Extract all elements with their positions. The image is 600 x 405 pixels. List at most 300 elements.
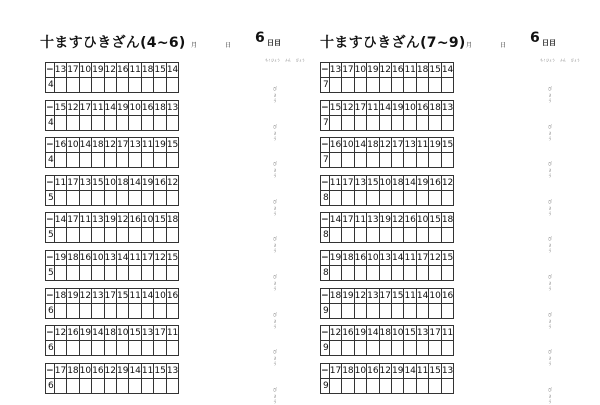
- answer-box[interactable]: [67, 265, 79, 280]
- seconds-label: びょう: [548, 236, 552, 254]
- answer-box[interactable]: [392, 190, 404, 205]
- subtrahend-cell: 5: [46, 190, 55, 205]
- answer-box[interactable]: [329, 190, 341, 205]
- answer-box[interactable]: [92, 115, 104, 130]
- minuend-cell: 18: [367, 138, 379, 153]
- minuend-cell: 12: [342, 100, 354, 115]
- answer-box[interactable]: [104, 341, 116, 356]
- answer-box[interactable]: [429, 115, 441, 130]
- answer-box[interactable]: [429, 341, 441, 356]
- answer-box[interactable]: [367, 378, 379, 393]
- answer-box[interactable]: [67, 378, 79, 393]
- minuend-cell: 15: [166, 138, 178, 153]
- answer-box[interactable]: [354, 341, 366, 356]
- answer-box[interactable]: [404, 265, 416, 280]
- answer-box[interactable]: [367, 228, 379, 243]
- problem-grid: [45, 100, 179, 131]
- minuend-cell: 10: [379, 175, 391, 190]
- answer-box[interactable]: [67, 78, 79, 93]
- answer-box[interactable]: [129, 303, 141, 318]
- answer-box[interactable]: [441, 228, 453, 243]
- minuend-cell: 15: [154, 213, 166, 228]
- minuend-cell: 17: [379, 288, 391, 303]
- answer-box[interactable]: [379, 153, 391, 168]
- minuend-cell: 19: [154, 138, 166, 153]
- minuend-cell: 15: [429, 63, 441, 78]
- problem-grid: [45, 325, 179, 356]
- answer-box[interactable]: [367, 265, 379, 280]
- minuend-cell: 13: [104, 250, 116, 265]
- minuend-cell: 13: [166, 363, 178, 378]
- minuend-cell: 16: [54, 138, 66, 153]
- answer-box[interactable]: [129, 190, 141, 205]
- answer-box[interactable]: [329, 378, 341, 393]
- answer-box[interactable]: [79, 78, 91, 93]
- minuend-cell: 10: [79, 63, 91, 78]
- minuend-cell: 10: [92, 250, 104, 265]
- answer-box[interactable]: [354, 303, 366, 318]
- answer-box[interactable]: [342, 115, 354, 130]
- answer-box[interactable]: [166, 228, 178, 243]
- minuend-cell: 17: [79, 100, 91, 115]
- answer-box[interactable]: [154, 153, 166, 168]
- answer-box[interactable]: [416, 378, 428, 393]
- minuend-cell: 18: [342, 250, 354, 265]
- answer-box[interactable]: [329, 265, 341, 280]
- answer-box[interactable]: [79, 341, 91, 356]
- answer-box[interactable]: [54, 303, 66, 318]
- minuend-cell: 15: [404, 326, 416, 341]
- answer-box[interactable]: [92, 153, 104, 168]
- answer-box[interactable]: [392, 153, 404, 168]
- answer-box[interactable]: [154, 341, 166, 356]
- day-label: 日: [225, 42, 232, 49]
- answer-box[interactable]: [54, 341, 66, 356]
- answer-box[interactable]: [166, 341, 178, 356]
- answer-box[interactable]: [429, 190, 441, 205]
- answer-box[interactable]: [166, 115, 178, 130]
- answer-box[interactable]: [79, 190, 91, 205]
- answer-box[interactable]: [67, 341, 79, 356]
- minuend-cell: 16: [129, 213, 141, 228]
- answer-box[interactable]: [392, 265, 404, 280]
- answer-box[interactable]: [329, 341, 341, 356]
- answer-box[interactable]: [379, 228, 391, 243]
- seconds-label: びょう: [273, 161, 277, 179]
- answer-box[interactable]: [141, 78, 153, 93]
- answer-box[interactable]: [379, 190, 391, 205]
- answer-box[interactable]: [441, 190, 453, 205]
- answer-box[interactable]: [92, 265, 104, 280]
- minuend-cell: 13: [54, 63, 66, 78]
- minuend-cell: 13: [79, 175, 91, 190]
- problem-grid: [320, 175, 454, 206]
- answer-box[interactable]: [79, 115, 91, 130]
- answer-box[interactable]: [429, 78, 441, 93]
- minuend-cell: 11: [329, 175, 341, 190]
- minuend-cell: 17: [342, 175, 354, 190]
- answer-box[interactable]: [441, 153, 453, 168]
- minus-operator: −: [321, 288, 330, 303]
- minuend-cell: 12: [104, 63, 116, 78]
- answer-box[interactable]: [354, 115, 366, 130]
- answer-box[interactable]: [104, 115, 116, 130]
- minuend-cell: 15: [129, 326, 141, 341]
- seconds-label: びょう: [548, 273, 552, 291]
- answer-box[interactable]: [67, 190, 79, 205]
- minuend-cell: 12: [379, 138, 391, 153]
- seconds-label: びょう: [548, 349, 552, 367]
- minuend-cell: 12: [379, 363, 391, 378]
- answer-box[interactable]: [392, 115, 404, 130]
- answer-box[interactable]: [92, 228, 104, 243]
- minuend-cell: 16: [354, 250, 366, 265]
- answer-box[interactable]: [342, 378, 354, 393]
- answer-box[interactable]: [354, 78, 366, 93]
- answer-box[interactable]: [141, 153, 153, 168]
- answer-box[interactable]: [367, 115, 379, 130]
- answer-box[interactable]: [404, 303, 416, 318]
- answer-box[interactable]: [141, 115, 153, 130]
- answer-box[interactable]: [342, 265, 354, 280]
- answer-box[interactable]: [166, 78, 178, 93]
- answer-box[interactable]: [379, 378, 391, 393]
- answer-box[interactable]: [67, 228, 79, 243]
- minuend-cell: 11: [141, 138, 153, 153]
- answer-box[interactable]: [117, 265, 129, 280]
- subtrahend-cell: 6: [46, 303, 55, 318]
- answer-box[interactable]: [404, 153, 416, 168]
- seconds-label: びょう: [548, 311, 552, 329]
- minuend-cell: 16: [92, 363, 104, 378]
- answer-box[interactable]: [441, 341, 453, 356]
- minuend-cell: 16: [342, 326, 354, 341]
- seconds-label: びょう: [273, 273, 277, 291]
- minuend-cell: 17: [354, 100, 366, 115]
- answer-box[interactable]: [166, 153, 178, 168]
- answer-box[interactable]: [354, 265, 366, 280]
- answer-box[interactable]: [92, 341, 104, 356]
- answer-box[interactable]: [79, 153, 91, 168]
- answer-box[interactable]: [54, 115, 66, 130]
- day-number: 6: [530, 30, 540, 46]
- minuend-cell: 18: [441, 213, 453, 228]
- answer-box[interactable]: [404, 115, 416, 130]
- minuend-cell: 18: [154, 100, 166, 115]
- answer-box[interactable]: [117, 153, 129, 168]
- answer-box[interactable]: [154, 265, 166, 280]
- answer-box[interactable]: [392, 341, 404, 356]
- answer-box[interactable]: [54, 78, 66, 93]
- answer-box[interactable]: [54, 228, 66, 243]
- minuend-cell: 12: [117, 213, 129, 228]
- minuend-cell: 16: [166, 288, 178, 303]
- problem-grid: [45, 212, 179, 243]
- answer-box[interactable]: [104, 153, 116, 168]
- answer-box[interactable]: [342, 341, 354, 356]
- answer-box[interactable]: [67, 153, 79, 168]
- minuend-cell: 12: [154, 250, 166, 265]
- answer-box[interactable]: [154, 303, 166, 318]
- answer-box[interactable]: [104, 303, 116, 318]
- answer-box[interactable]: [379, 341, 391, 356]
- month-label: 月: [191, 42, 198, 49]
- answer-box[interactable]: [92, 190, 104, 205]
- minuend-cell: 17: [67, 213, 79, 228]
- answer-box[interactable]: [141, 378, 153, 393]
- subtrahend-cell: 5: [46, 228, 55, 243]
- answer-box[interactable]: [54, 190, 66, 205]
- answer-box[interactable]: [79, 228, 91, 243]
- answer-box[interactable]: [117, 78, 129, 93]
- minuend-cell: 13: [92, 213, 104, 228]
- minuend-cell: 14: [354, 138, 366, 153]
- answer-box[interactable]: [92, 378, 104, 393]
- answer-box[interactable]: [404, 228, 416, 243]
- answer-box[interactable]: [117, 190, 129, 205]
- answer-box[interactable]: [104, 78, 116, 93]
- minuend-cell: 18: [416, 63, 428, 78]
- answer-box[interactable]: [416, 78, 428, 93]
- answer-box[interactable]: [379, 265, 391, 280]
- minuend-cell: 14: [104, 100, 116, 115]
- answer-box[interactable]: [79, 378, 91, 393]
- month-label: 月: [466, 42, 473, 49]
- minuend-cell: 14: [129, 175, 141, 190]
- subtrahend-cell: 8: [321, 228, 330, 243]
- answer-box[interactable]: [379, 303, 391, 318]
- answer-box[interactable]: [104, 265, 116, 280]
- minuend-cell: 15: [54, 100, 66, 115]
- answer-box[interactable]: [441, 303, 453, 318]
- answer-box[interactable]: [117, 303, 129, 318]
- answer-box[interactable]: [79, 303, 91, 318]
- minuend-cell: 13: [141, 326, 153, 341]
- seconds-label: びょう: [273, 311, 277, 329]
- answer-box[interactable]: [392, 228, 404, 243]
- answer-box[interactable]: [54, 153, 66, 168]
- answer-box[interactable]: [429, 153, 441, 168]
- minuend-cell: 19: [117, 100, 129, 115]
- subtrahend-cell: 9: [321, 303, 330, 318]
- answer-box[interactable]: [367, 341, 379, 356]
- answer-box[interactable]: [129, 153, 141, 168]
- minuend-cell: 19: [92, 63, 104, 78]
- answer-box[interactable]: [441, 115, 453, 130]
- answer-box[interactable]: [416, 228, 428, 243]
- minuend-cell: 10: [392, 326, 404, 341]
- answer-box[interactable]: [429, 303, 441, 318]
- answer-box[interactable]: [342, 228, 354, 243]
- answer-box[interactable]: [367, 153, 379, 168]
- minuend-cell: 18: [104, 326, 116, 341]
- minuend-cell: 17: [342, 213, 354, 228]
- answer-box[interactable]: [367, 190, 379, 205]
- minuend-cell: 10: [429, 288, 441, 303]
- answer-box[interactable]: [429, 378, 441, 393]
- minuend-cell: 16: [117, 63, 129, 78]
- minuend-cell: 19: [354, 326, 366, 341]
- seconds-label: びょう: [273, 236, 277, 254]
- answer-box[interactable]: [129, 115, 141, 130]
- answer-box[interactable]: [416, 265, 428, 280]
- answer-box[interactable]: [329, 303, 341, 318]
- minuend-cell: 12: [79, 288, 91, 303]
- answer-box[interactable]: [129, 341, 141, 356]
- minuend-cell: 17: [429, 326, 441, 341]
- subtrahend-cell: 6: [46, 341, 55, 356]
- answer-box[interactable]: [416, 190, 428, 205]
- minuend-cell: 17: [67, 63, 79, 78]
- answer-box[interactable]: [367, 78, 379, 93]
- answer-box[interactable]: [379, 115, 391, 130]
- answer-box[interactable]: [404, 341, 416, 356]
- answer-box[interactable]: [329, 153, 341, 168]
- answer-box[interactable]: [92, 303, 104, 318]
- subtrahend-cell: 9: [321, 341, 330, 356]
- answer-box[interactable]: [67, 115, 79, 130]
- minus-operator: −: [321, 213, 330, 228]
- minuend-cell: 11: [367, 100, 379, 115]
- answer-box[interactable]: [429, 228, 441, 243]
- answer-box[interactable]: [154, 228, 166, 243]
- answer-box[interactable]: [392, 303, 404, 318]
- answer-box[interactable]: [367, 303, 379, 318]
- minuend-cell: 12: [441, 175, 453, 190]
- answer-box[interactable]: [392, 378, 404, 393]
- minuend-cell: 18: [117, 175, 129, 190]
- answer-box[interactable]: [342, 153, 354, 168]
- answer-box[interactable]: [154, 190, 166, 205]
- answer-box[interactable]: [441, 378, 453, 393]
- answer-box[interactable]: [342, 190, 354, 205]
- minuend-cell: 17: [416, 250, 428, 265]
- answer-box[interactable]: [166, 190, 178, 205]
- answer-box[interactable]: [54, 378, 66, 393]
- answer-box[interactable]: [129, 228, 141, 243]
- answer-box[interactable]: [129, 78, 141, 93]
- seconds-label: びょう: [548, 86, 552, 103]
- minuend-cell: 11: [79, 213, 91, 228]
- minus-operator: −: [46, 175, 55, 190]
- minuend-cell: 15: [441, 138, 453, 153]
- answer-box[interactable]: [441, 78, 453, 93]
- answer-box[interactable]: [404, 378, 416, 393]
- answer-box[interactable]: [329, 78, 341, 93]
- seconds-label: びょう: [548, 198, 552, 216]
- answer-box[interactable]: [129, 378, 141, 393]
- minuend-cell: 17: [117, 138, 129, 153]
- answer-box[interactable]: [354, 378, 366, 393]
- answer-box[interactable]: [92, 78, 104, 93]
- answer-box[interactable]: [141, 228, 153, 243]
- answer-box[interactable]: [441, 265, 453, 280]
- answer-box[interactable]: [104, 190, 116, 205]
- minuend-cell: 13: [367, 213, 379, 228]
- answer-box[interactable]: [354, 228, 366, 243]
- minuend-cell: 12: [429, 250, 441, 265]
- answer-box[interactable]: [154, 378, 166, 393]
- answer-box[interactable]: [79, 265, 91, 280]
- minuend-cell: 16: [154, 175, 166, 190]
- answer-box[interactable]: [392, 78, 404, 93]
- minus-operator: −: [321, 250, 330, 265]
- answer-box[interactable]: [416, 153, 428, 168]
- answer-box[interactable]: [404, 78, 416, 93]
- day-number: 6: [255, 30, 265, 46]
- target-time-legend: もくひょう ふん びょう: [540, 58, 580, 62]
- answer-box[interactable]: [104, 378, 116, 393]
- answer-box[interactable]: [154, 115, 166, 130]
- answer-box[interactable]: [141, 190, 153, 205]
- answer-box[interactable]: [429, 265, 441, 280]
- answer-box[interactable]: [416, 303, 428, 318]
- answer-box[interactable]: [117, 341, 129, 356]
- minuend-cell: 11: [166, 326, 178, 341]
- answer-box[interactable]: [141, 341, 153, 356]
- answer-box[interactable]: [354, 190, 366, 205]
- minuend-cell: 10: [141, 213, 153, 228]
- minus-operator: −: [46, 63, 55, 78]
- answer-box[interactable]: [154, 78, 166, 93]
- minuend-cell: 10: [354, 363, 366, 378]
- answer-box[interactable]: [404, 190, 416, 205]
- subtrahend-cell: 7: [321, 153, 330, 168]
- minuend-cell: 17: [54, 363, 66, 378]
- answer-box[interactable]: [166, 303, 178, 318]
- answer-box[interactable]: [104, 228, 116, 243]
- answer-box[interactable]: [54, 265, 66, 280]
- subtrahend-cell: 5: [46, 265, 55, 280]
- answer-box[interactable]: [117, 115, 129, 130]
- minuend-cell: 16: [416, 100, 428, 115]
- answer-box[interactable]: [379, 78, 391, 93]
- answer-box[interactable]: [329, 115, 341, 130]
- answer-box[interactable]: [129, 265, 141, 280]
- seconds-label: びょう: [548, 161, 552, 179]
- minuend-cell: 16: [67, 326, 79, 341]
- answer-box[interactable]: [342, 303, 354, 318]
- answer-box[interactable]: [416, 341, 428, 356]
- seconds-label: びょう: [273, 86, 277, 103]
- minuend-cell: 19: [329, 250, 341, 265]
- minuend-cell: 17: [104, 288, 116, 303]
- answer-box[interactable]: [117, 378, 129, 393]
- answer-box[interactable]: [166, 378, 178, 393]
- answer-box[interactable]: [67, 303, 79, 318]
- minuend-cell: 11: [354, 213, 366, 228]
- answer-box[interactable]: [166, 265, 178, 280]
- answer-box[interactable]: [117, 228, 129, 243]
- minuend-cell: 11: [404, 250, 416, 265]
- answer-box[interactable]: [141, 265, 153, 280]
- problem-grid: [45, 288, 179, 319]
- answer-box[interactable]: [354, 153, 366, 168]
- minuend-cell: 15: [166, 250, 178, 265]
- answer-box[interactable]: [141, 303, 153, 318]
- minuend-cell: 10: [354, 63, 366, 78]
- answer-box[interactable]: [342, 78, 354, 93]
- problem-grid: [45, 137, 179, 168]
- minuend-cell: 15: [154, 363, 166, 378]
- answer-box[interactable]: [329, 228, 341, 243]
- minuend-cell: 18: [92, 138, 104, 153]
- answer-box[interactable]: [416, 115, 428, 130]
- minuend-cell: 13: [416, 326, 428, 341]
- minuend-cell: 13: [379, 250, 391, 265]
- minuend-cell: 13: [92, 288, 104, 303]
- minuend-cell: 14: [441, 63, 453, 78]
